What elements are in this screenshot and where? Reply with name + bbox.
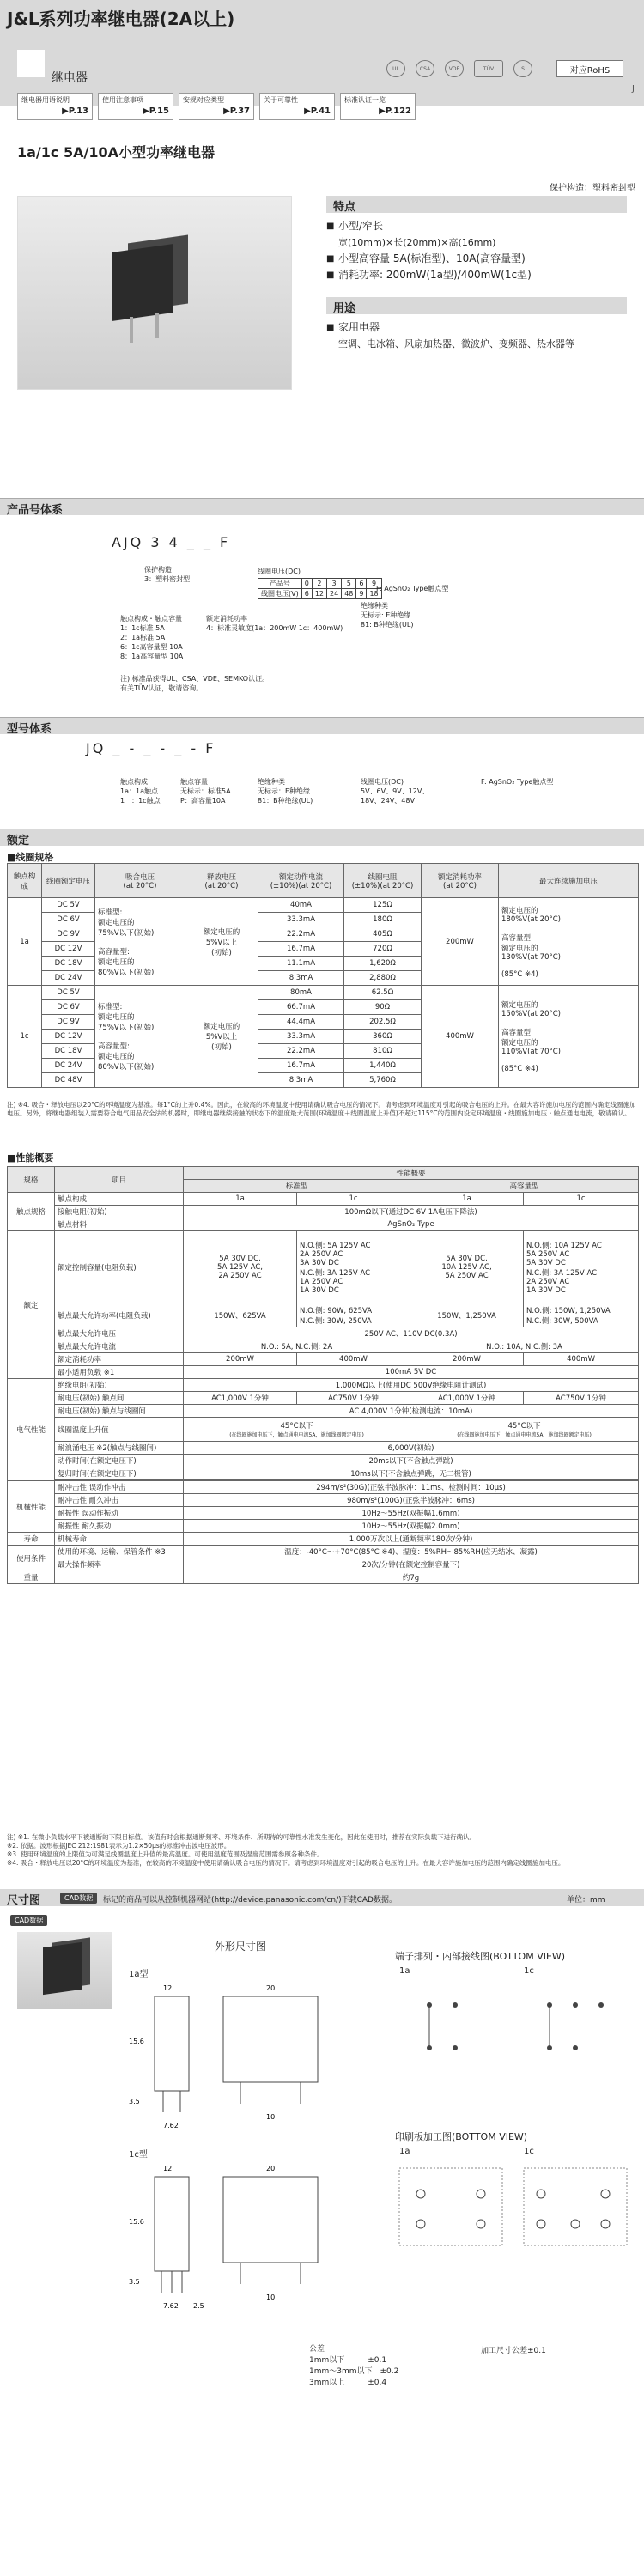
- annotation-contact-type: 触点构成 1a：1a触点 1 ：1c触点: [120, 778, 161, 805]
- ul-cert-icon: UL: [386, 60, 405, 77]
- coil-spec-table: 触点构成 线圈额定电压 吸合电压 (at 20°C) 释放电压 (at 20°C) 额定动作电流 (±10%)(at 20°C) 线圈电阻 (±10%)(at 20°C) 额定消耗功率 (at 20°C) 最大连续施加电压 1a DC 5V 标准型: 额定电压的 75%V以下(初始) 高容量型: 额定电压的 80%V以下(初始) 额定电压的 5%V以上 (初始) 40mA 125Ω 200mW 额定电压的 180%V(at 20°C) 高容量型: 额定电压的 130%V(at 70°C) (85°C ※4) DC 6V 33.3mA 180Ω DC 9V 22.2mA 405Ω DC 12V 16.7mA 720Ω DC 18V 11.1mA 1,620Ω DC 24V 8.3mA 2,880Ω 1c DC 5V 标准型: 额定电压的 75%V以下(初始) 高容量型: 额定电压的 80%V以下(初始) 额定电压的 5%V以上 (初始) 80mA 62.5Ω 400mW 额定电压的 150%V(at 20°C) 高容量型: 额定电压的 110%V(at 70°C) (85°C ※4) DC 6V 66.7mA 90Ω DC 9V 44.4mA 202.5Ω DC 12V 33.3mA 360Ω DC 18V 22.2mA 810Ω DC 24V 16.7mA 1,440Ω DC 48V 8.3mA 5,760Ω: [7, 863, 639, 1088]
- outline-title: 外形尺寸图: [215, 1941, 267, 1953]
- pcb-1c-label: 1c: [524, 2147, 534, 2156]
- wiring-1c-label: 1c: [524, 1966, 534, 1976]
- dim-1a-pitch: 7.62: [163, 2122, 179, 2129]
- nav-link-standards[interactable]: 标准认证一览 ▶P.122: [340, 93, 416, 120]
- dim-1c-p: 3.5: [129, 2278, 140, 2286]
- nav-link-terms[interactable]: 继电器用语说明 ▶P.13: [17, 93, 93, 120]
- features-heading: 特点: [326, 196, 627, 213]
- applications-heading: 用途: [326, 297, 627, 314]
- wiring-diagram: [395, 1979, 635, 2074]
- cert-icons: [386, 60, 532, 77]
- type-1a-label: 1a型: [129, 1970, 149, 1979]
- type-1c-label: 1c型: [129, 2150, 148, 2160]
- coil-note: 注) ※4. 吸合・释放电压以20°C的环境温度为基准。每1°C的上升0.4%。因此，在较高的环境温度中使用请确认吸合电压的情况下。请考虑到环境温度对引起的吸合电压的上升。在最大容许施加电压的范围内确定线圈施加电压。另外，将继电器组装入需要符合电气用品安全法的机器时，即继电器继续接触的状态下的温度最大范围(环境温度＋线圈温度上升值)不超过115°C的范围内设定环境温度・线圈施加电压・触点通电电流，敬请确认。: [7, 1101, 636, 1117]
- annotation-insulation: 绝缘种类 无标示: E种绝缘 81: B种绝缘(UL): [361, 602, 414, 629]
- pcb-title: 印刷板加工图(BOTTOM VIEW): [395, 2131, 528, 2142]
- dim-1c-span: 10: [266, 2293, 276, 2301]
- product-photo: [17, 196, 292, 390]
- nav-link-safety[interactable]: 安规对应类型 ▶P.37: [179, 93, 254, 120]
- annotation-capacity: 触点容量 无标示：标准5A P：高容量10A: [180, 778, 231, 805]
- category-label: 继电器: [52, 71, 88, 85]
- relay-pin: [155, 313, 159, 338]
- side-mark: J: [632, 84, 635, 94]
- feature-item: ■ 小型/窄长: [326, 218, 627, 234]
- section-product-type: 产品号体系: [0, 498, 644, 515]
- features-panel: [326, 196, 627, 357]
- outline-1a-drawing: [129, 1975, 335, 2138]
- dim-1a-l: 20: [266, 1984, 276, 1992]
- csa-cert-icon: CSA: [416, 60, 434, 77]
- tolerance-table: 公差 1mm以下 ±0.1 1mm～3mm以下 ±0.2 3mm以上 ±0.4: [309, 2345, 399, 2387]
- dc-voltage-table: 产品号 0 2 3 5 6 9 线圈电压(V) 6 12 24 48 9 18: [258, 578, 382, 599]
- annotation-protect: 保护构造 3：塑料密封型: [144, 566, 191, 583]
- pcb-1a-label: 1a: [399, 2147, 410, 2156]
- section-rating: 额定: [0, 829, 644, 846]
- relay-image: [112, 244, 173, 321]
- cad-badge-small: CAD数据: [10, 1915, 47, 1926]
- relay-thumbnail: [17, 1932, 112, 2009]
- dim-1a-p: 3.5: [129, 2098, 140, 2105]
- annotation-insulation-type: 绝缘种类 无标示：E种绝缘 81：B种绝缘(UL): [258, 778, 313, 805]
- annotation-cert: 注) 标准品获得UL、CSA、VDE、SEMKO认证。 有关TÜV认证，敬请咨询。: [120, 675, 270, 692]
- unit-label: 单位：mm: [567, 1896, 605, 1905]
- annotation-contact-material: F: AgSnO₂ Type触点型: [481, 778, 554, 786]
- outline-1c-drawing: [129, 2155, 335, 2318]
- cad-badge: CAD数据: [60, 1893, 97, 1904]
- dim-1c-pitch2: 2.5: [193, 2302, 204, 2310]
- cad-download-text: 标记的商品可以从控制机器网站(http://device.panasonic.com/cn/)下载CAD数据。: [103, 1896, 397, 1905]
- annotation-dc: 线圈电压(DC): [258, 568, 301, 575]
- coil-spec-heading: ■线圈规格: [7, 852, 54, 863]
- section-model-type: 型号体系: [0, 717, 644, 734]
- pcb-tolerance-note: 加工尺寸公差±0.1: [481, 2347, 546, 2355]
- relay-pin: [130, 317, 133, 343]
- product-title: 1a/1c 5A/10A小型功率继电器: [17, 144, 215, 161]
- annotation-contact-f: F: AgSnO₂ Type触点型: [376, 585, 449, 592]
- category-box: [17, 50, 45, 77]
- s-cert-icon: S: [513, 60, 532, 77]
- section-dimensions: 尺寸图: [7, 1894, 41, 1907]
- feature-item: ■ 消耗功率: 200mW(1a型)/400mW(1c型): [326, 267, 627, 283]
- wiring-1a-label: 1a: [399, 1966, 410, 1976]
- nav-link-reliability[interactable]: 关于可靠性 ▶P.41: [259, 93, 335, 120]
- dim-1a-w: 12: [163, 1984, 173, 1992]
- annotation-coil-voltage: 线圈电压(DC) 5V、6V、9V、12V、 18V、24V、48V: [361, 778, 429, 805]
- vde-cert-icon: VDE: [445, 60, 464, 77]
- dim-1a-span: 10: [266, 2113, 276, 2121]
- dim-1c-w: 12: [163, 2165, 173, 2172]
- nav-link-cautions[interactable]: 使用注意事项 ▶P.15: [98, 93, 173, 120]
- pcb-layout-diagram: [395, 2160, 635, 2254]
- application-item: ■ 家用电器: [326, 319, 627, 336]
- wiring-title: 端子排列・内部接线图(BOTTOM VIEW): [395, 1951, 566, 1962]
- dim-1c-l: 20: [266, 2165, 276, 2172]
- feature-item: ■ 小型高容量 5A(标准型)、10A(高容量型): [326, 251, 627, 267]
- performance-table: 规格 项目 性能概要 标准型 高容量型 触点规格 触点构成 1a 1c 1a 1c 接触电阻(初始) 100mΩ以下(通过DC 6V 1A电压下降法) 触点材料 AgSnO₂ Type 额定 额定控制容量(电阻负载) 5A 30V DC, 5A 125V AC, 2A 250V AC N.O.侧: 5A 125V AC 2A 250V AC 3A 30V DC N.C.侧: 3A 125V AC 1A 250V AC 1A 30V DC 5A 30V DC, 10A 125V AC, 5A 250V AC N.O.侧: 10A 125V AC 5A 250V AC 5A 30V DC N.C.侧: 3A 125V AC 2A 250V AC 1A 30V DC 触点最大允许功率(电阻负载) 150W、625VA N.O.侧: 90W, 625VA N.C.侧: 30W, 250VA 150W、1,250VA N.O.侧: 150W, 1,250VA N.C.侧: 30W, 500VA 触点最大允许电压 250V AC、110V DC(0.3A) 触点最大允许电流 N.O.: 5A, N.C.侧: 2A N.O.: 10A, N.C.侧: 3A 额定消耗功率 200mW 400mW 200mW 400mW 最小适用负载 ※1 100mA 5V DC 电气性能 绝缘电阻(初始) 1,000MΩ以上(使用DC 500V绝缘电阻计测试) 耐电压(初始) 触点间 AC1,000V 1分钟 AC750V 1分钟 AC1,000V 1分钟 AC750V 1分钟 耐电压(初始) 触点与线圈间 AC 4,000V 1分钟(检测电流：10mA) 线圈温度上升值 45°C以下 (在线圈施加电压下，触点通电电流5A，施加线圈额定电压) 45°C以下 (在线圈施加电压下，触点通电电流5A，施加线圈额定电压) 耐浪涌电压 ※2(触点与线圈间) 6,000V(初始) 动作时间(在额定电压下) 20ms以下(不含触点弹跳) 复归时间(在额定电压下) 10ms以下(不含触点弹跳，无二极管) 机械性能 耐冲击性 误动作冲击 294m/s²(30G)(正弦半波脉冲：11ms、检测时间：10μs) 耐冲击性 耐久冲击 980m/s²(100G)(正弦半波脉冲：6ms) 耐振性 误动作振动 10Hz～55Hz(双振幅1.6mm) 耐振性 耐久振动 10Hz～55Hz(双振幅2.0mm) 寿命 机械寿命 1,000万次以上(通断频率180次/分钟) 使用条件 使用的环境、运输、保管条件 ※3 温度：-40°C～+70°C(85°C ※4)、湿度：5%RH～85%RH(应无结冰、凝露) 最大操作频率 20次/分钟(在额定控制容量下) 重量 约7g: [7, 1166, 639, 1584]
- annotation-contact: 触点构成・触点容量 1：1c标准 5A 2：1a标准 5A 6：1c高容量型 10A 8：1a高容量型 10A: [120, 615, 184, 660]
- tuv-cert-icon: TÜV: [474, 60, 503, 77]
- page-header: [0, 0, 644, 116]
- protection-type: 保护构造：塑料密封型: [550, 184, 635, 193]
- dim-1c-pitch: 7.62: [163, 2302, 179, 2310]
- rohs-badge: 对应RoHS: [556, 60, 623, 77]
- series-title: J&L系列功率继电器(2A以上): [7, 9, 235, 29]
- performance-notes: 注) ※1. 在微小负载水平下被通断的下限目标值。该值有时会根据通断频率、环境条件、所期待的可靠性水准发生变化，因此在使用时，推荐在实际负载下进行确认。 ※2. 依据。波形根据JEC 212:1981表示为1.2×50μs的标准冲击波电压波形。 ※3. 使用环境温度的上限值为可满足线圈温度上升值的最高温度。可使用温度范围及湿度范围需参照各种条件。 ※4. 吸合・释放电压以20°C的环境温度为基准，在较高的环境温度中使用请确认吸合电压的情况下。请考虑到环境温度对引起的吸合电压的上升。在最大容许施加电压的范围内确定线圈施加电压。: [7, 1833, 565, 1867]
- performance-heading: ■性能概要: [7, 1152, 54, 1163]
- dim-1c-h: 15.6: [129, 2218, 144, 2226]
- application-sub: 空调、电冰箱、风扇加热器、微波炉、变频器、热水器等: [338, 338, 574, 349]
- annotation-power: 额定消耗功率 4：标准灵敏度(1a：200mW 1c：400mW): [206, 615, 343, 632]
- product-code: AJQ 3 4 _ _ F: [112, 534, 231, 550]
- nav-links: [17, 93, 416, 120]
- feature-sub: 宽(10mm)×长(20mm)×高(16mm): [338, 237, 496, 248]
- dim-1a-h: 15.6: [129, 2038, 144, 2045]
- model-code: JQ _ - _ - _ - F: [86, 740, 216, 756]
